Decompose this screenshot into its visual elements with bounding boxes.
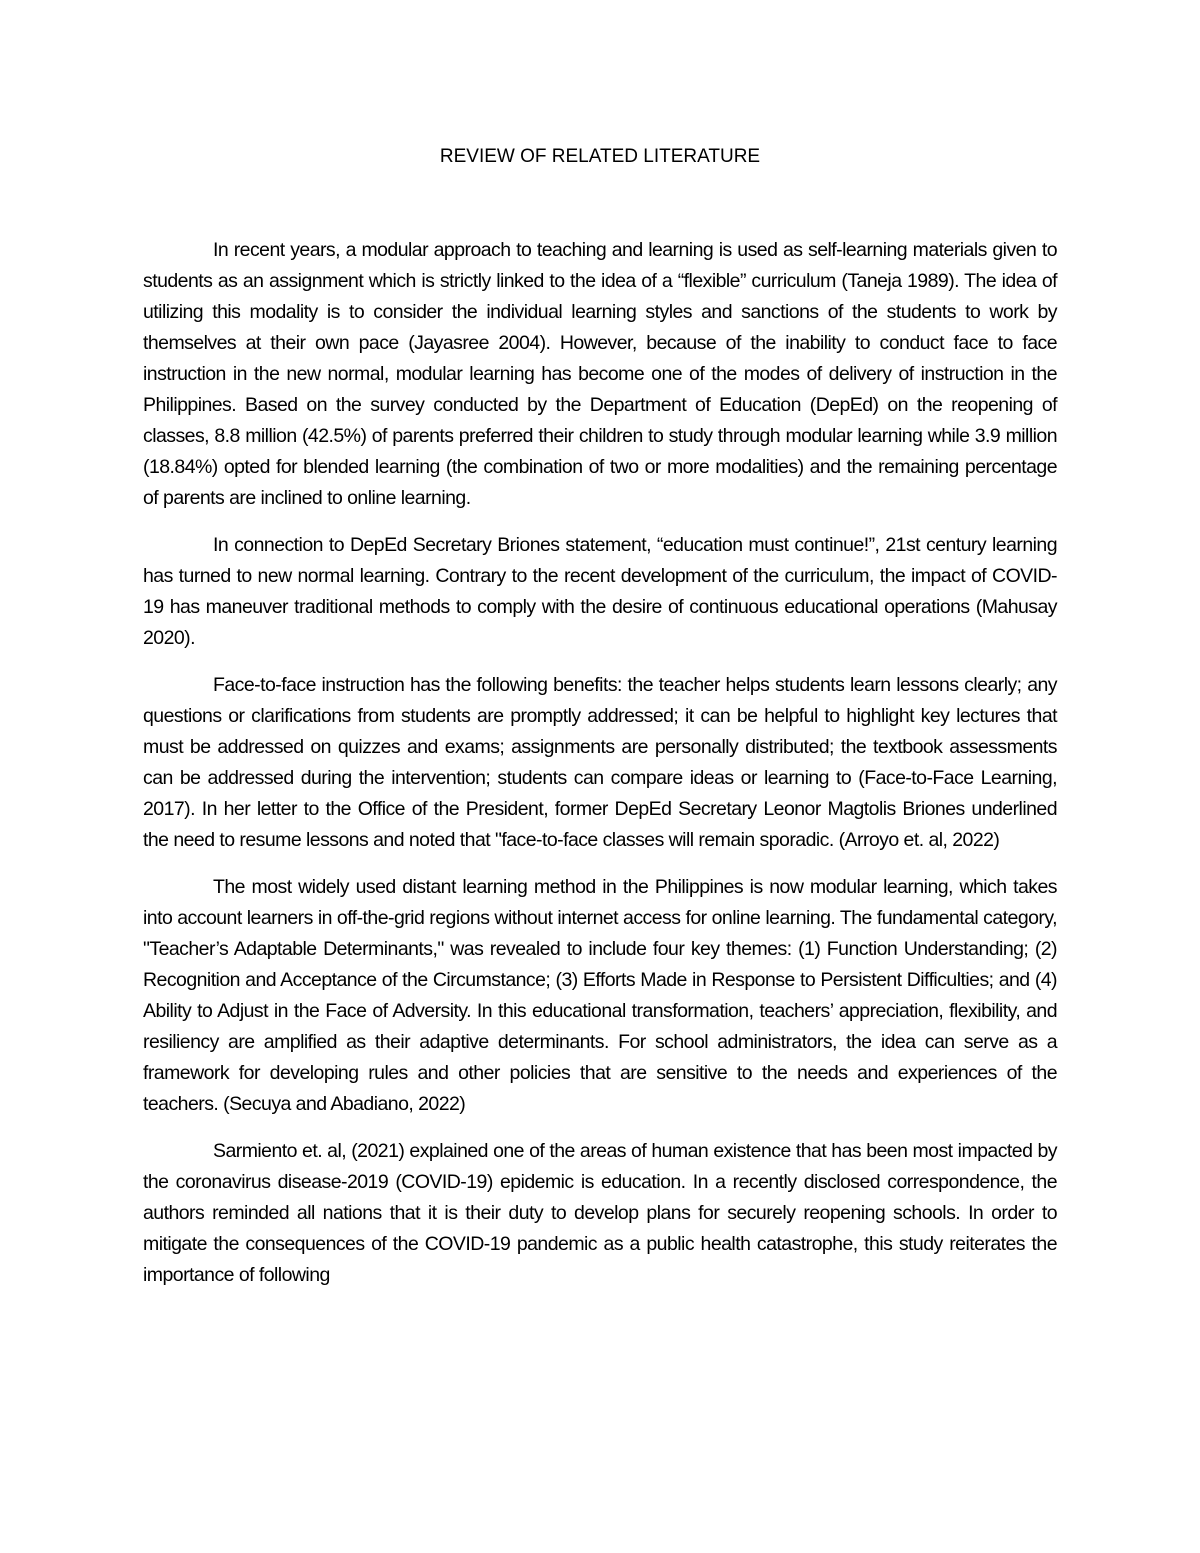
paragraph-deped-statement: In connection to DepEd Secretary Briones statement, “education must continue!”, 21st century learning has turned to new normal learning. Contrary to the recent development of the curriculum, the impact of COVID-19 has maneuver traditional methods to comply with the desire of continuous educational operations (Mahusay 2020). xyxy=(143,534,1057,649)
paragraph-sarmiento: Sarmiento et. al, (2021) explained one of the areas of human existence that has been most impacted by the coronavirus disease-2019 (COVID-19) epidemic is education. In a recently disclosed correspondence, the authors reminded all nations that it is their duty to develop plans for securely reopening schools. In order to mitigate the consequences of the COVID-19 pandemic as a public health catastrophe, this study reiterates the importance of following xyxy=(143,1140,1057,1286)
paragraph-face-to-face-benefits: Face-to-face instruction has the following benefits: the teacher helps students learn lessons clearly; any questions or clarifications from students are promptly addressed; it can be helpful to highlight key lectures that must be addressed on quizzes and exams; assignments are personally distributed; the textbook assessments can be addressed during the intervention; students can compare ideas or learning to (Face-to-Face Learning, 2017). In her letter to the Office of the President, former DepEd Secretary Leonor Magtolis Briones underlined the need to resume lessons and noted that "face-to-face classes will remain sporadic. (Arroyo et. al, 2022) xyxy=(143,674,1057,851)
document-body xyxy=(143,235,1057,1307)
paragraph-modular-approach: In recent years, a modular approach to teaching and learning is used as self-learning materials given to students as an assignment which is strictly linked to the idea of a “flexible” curriculum (Taneja 1989). The idea of utilizing this modality is to consider the individual learning styles and sanctions of the students to work by themselves at their own pace (Jayasree 2004). However, because of the inability to conduct face to face instruction in the new normal, modular learning has become one of the modes of delivery of instruction in the Philippines. Based on the survey conducted by the Department of Education (DepEd) on the reopening of classes, 8.8 million (42.5%) of parents preferred their children to study through modular learning while 3.9 million (18.84%) opted for blended learning (the combination of two or more modalities) and the remaining percentage of parents are inclined to online learning. xyxy=(143,239,1057,509)
page-title: REVIEW OF RELATED LITERATURE xyxy=(439,146,761,167)
paragraph-distant-learning: The most widely used distant learning method in the Philippines is now modular learning, which takes into account learners in off-the-grid regions without internet access for online learning. The fundamental category, "Teacher’s Adaptable Determinants," was revealed to include four key themes: (1) Function Understanding; (2) Recognition and Acceptance of the Circumstance; (3) Efforts Made in Response to Persistent Difficulties; and (4) Ability to Adjust in the Face of Adversity. In this educational transformation, teachers’ appreciation, flexibility, and resiliency are amplified as their adaptive determinants. For school administrators, the idea can serve as a framework for developing rules and other policies that are sensitive to the needs and experiences of the teachers. (Secuya and Abadiano, 2022) xyxy=(143,876,1057,1115)
